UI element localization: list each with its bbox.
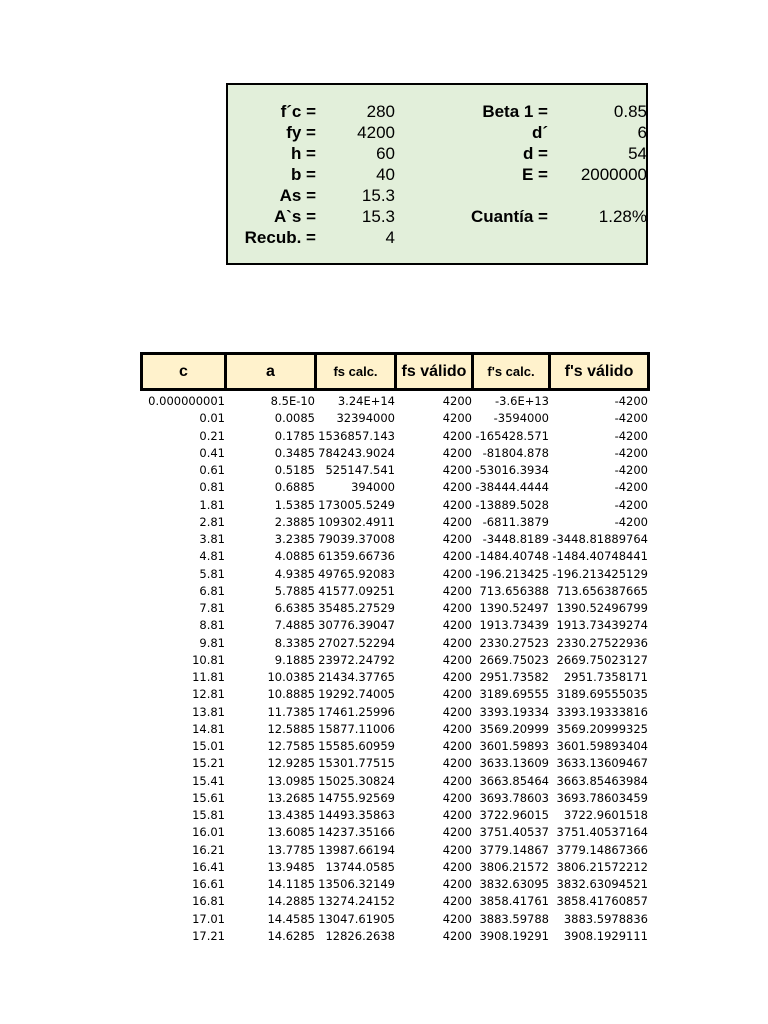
table-row (140, 652, 650, 669)
table-cell: 784243.9024 (318, 445, 395, 460)
table-cell: 394000 (351, 480, 395, 495)
table-row (140, 583, 650, 600)
param-label: Beta 1 = (482, 102, 548, 121)
table-cell: 10.81 (192, 652, 225, 667)
table-cell: -81804.878 (482, 445, 549, 460)
table-cell: 4200 (442, 635, 472, 650)
table-cell: 1390.52497 (479, 601, 549, 615)
table-cell: 2330.27523 (479, 635, 549, 650)
table-row (140, 393, 650, 410)
table-row (140, 617, 650, 634)
table-cell: 3569.20999325 (556, 721, 648, 736)
table-cell: 0.0085 (274, 411, 315, 426)
table-cell: 0.61 (199, 463, 225, 477)
table-cell: 1.81 (199, 497, 225, 512)
table-cell: 3908.1929111 (563, 928, 648, 943)
param-value: 15.3 (361, 186, 395, 205)
table-row (140, 807, 650, 824)
table-cell: 13.7785 (267, 842, 315, 857)
table-cell: 4200 (442, 532, 472, 546)
table-cell: 17.21 (192, 928, 225, 943)
table-cell: 23972.24792 (318, 652, 395, 667)
table-row (140, 755, 650, 772)
table-cell: 10.0385 (267, 670, 315, 684)
table-cell: 3633.13609 (479, 756, 549, 771)
table-cell: 17.01 (192, 911, 225, 926)
table-cell: -4200 (614, 497, 648, 512)
table-cell: 16.01 (192, 825, 225, 840)
table-row (140, 911, 650, 928)
table-cell: 12.5885 (267, 721, 315, 736)
table-cell: 4200 (442, 877, 472, 891)
table-cell: 4200 (442, 601, 472, 615)
table-cell: 9.1885 (274, 652, 315, 667)
table-cell: 27027.52294 (318, 635, 395, 650)
table-cell: -196.213425 (475, 566, 549, 581)
table-cell: 17461.25996 (318, 704, 395, 719)
table-cell: 3.81 (199, 532, 225, 546)
table-cell: 4200 (442, 894, 472, 909)
table-cell: 3601.59893 (479, 739, 549, 753)
table-cell: -38444.4444 (475, 480, 549, 495)
table-cell: 4200 (442, 790, 472, 805)
table-cell: 4200 (442, 773, 472, 788)
column-header: fs válido (397, 352, 474, 391)
table-row (140, 600, 650, 617)
table-cell: 15.01 (192, 739, 225, 753)
table-cell: 13987.66194 (318, 842, 395, 857)
table-cell: 0.21 (199, 428, 225, 443)
param-label: f´c = (280, 102, 316, 121)
table-cell: -3448.8189 (482, 532, 549, 546)
param-label: Recub. = (244, 228, 316, 247)
param-label: h = (290, 144, 316, 163)
table-cell: 3722.9601518 (563, 808, 648, 822)
table-cell: 32394000 (336, 411, 395, 426)
table-cell: 713.656387665 (556, 583, 648, 598)
table-row (140, 859, 650, 876)
param-label: d´ (531, 123, 548, 142)
table-cell: 13.4385 (267, 808, 315, 822)
table-cell: 4200 (442, 618, 472, 633)
table-cell: 13.9485 (267, 859, 315, 874)
table-cell: 11.81 (192, 670, 225, 684)
table-cell: -4200 (614, 445, 648, 460)
param-value: 54 (628, 144, 647, 163)
param-label: b = (290, 165, 316, 184)
table-cell: 11.7385 (267, 704, 315, 719)
table-cell: 16.81 (192, 894, 225, 909)
table-cell: 13274.24152 (318, 894, 395, 909)
table-cell: 35485.27529 (318, 601, 395, 615)
table-cell: 3751.40537 (479, 825, 549, 840)
table-cell: 3.2385 (274, 532, 315, 546)
param-label: fy = (286, 123, 316, 142)
param-value: 4200 (357, 123, 395, 142)
table-cell: 4200 (442, 859, 472, 874)
table-cell: 16.41 (192, 859, 225, 874)
table-row (140, 531, 650, 548)
table-cell: 15585.60959 (318, 739, 395, 753)
table-cell: 13506.32149 (318, 877, 395, 891)
table-cell: 4200 (442, 566, 472, 581)
table-cell: 8.5E-10 (270, 394, 315, 408)
table-cell: 49765.92083 (318, 566, 395, 581)
table-cell: 61359.66736 (318, 549, 395, 564)
param-value: 2000000 (580, 165, 647, 184)
table-row (140, 566, 650, 583)
table-cell: 14.4585 (267, 911, 315, 926)
table-cell: 13.0985 (267, 773, 315, 788)
table-cell: -4200 (614, 394, 648, 408)
table-cell: 16.21 (192, 842, 225, 857)
param-value: 15.3 (361, 207, 395, 226)
table-row (140, 514, 650, 531)
table-cell: 3751.40537164 (556, 825, 648, 840)
table-cell: -4200 (614, 514, 648, 529)
table-row (140, 479, 650, 496)
table-cell: 6.6385 (274, 601, 315, 615)
table-row (140, 893, 650, 910)
table-cell: 15.21 (192, 756, 225, 771)
param-value: 40 (376, 165, 395, 184)
table-cell: 4.0885 (274, 549, 315, 564)
param-value: 0.85 (613, 102, 647, 121)
table-row (140, 704, 650, 721)
table-cell: -4200 (614, 428, 648, 443)
table-cell: 3883.59788 (479, 911, 549, 926)
table-cell: 3.24E+14 (337, 394, 395, 408)
param-label: As = (279, 186, 316, 205)
column-header: fs calc. (317, 352, 397, 391)
table-cell: 15877.11006 (318, 721, 395, 736)
table-cell: 4.81 (199, 549, 225, 564)
table-row (140, 928, 650, 945)
table-cell: 1536857.143 (318, 428, 395, 443)
table-cell: 0.01 (199, 411, 225, 426)
table-cell: 2951.73582 (479, 670, 549, 684)
param-value: 280 (366, 102, 395, 121)
table-cell: 15301.77515 (318, 756, 395, 771)
table-cell: 4200 (442, 808, 472, 822)
table-cell: 5.7885 (274, 583, 315, 598)
table-cell: 13.2685 (267, 790, 315, 805)
table-cell: 1.5385 (274, 497, 315, 512)
param-value: 4 (385, 228, 395, 247)
table-cell: 2.3885 (274, 514, 315, 529)
table-cell: 15.41 (192, 773, 225, 788)
param-value: 1.28% (598, 207, 647, 226)
table-cell: 1390.52496799 (556, 601, 648, 615)
param-label: A`s = (273, 207, 316, 226)
param-label: d = (522, 144, 548, 163)
table-cell: 12.81 (192, 687, 225, 702)
table-cell: 14.1185 (267, 877, 315, 891)
table-cell: 3779.14867 (479, 842, 549, 857)
table-cell: 15025.30824 (318, 773, 395, 788)
table-cell: 12.9285 (267, 756, 315, 771)
table-row (140, 842, 650, 859)
table-cell: 4200 (442, 842, 472, 857)
table-cell: 3663.85464 (479, 773, 549, 788)
table-cell: 4.9385 (274, 566, 315, 581)
table-body (140, 393, 650, 945)
table-cell: -3448.81889764 (552, 532, 648, 546)
table-cell: 4200 (442, 670, 472, 684)
table-cell: 3189.69555 (479, 687, 549, 702)
table-cell: 30776.39047 (318, 618, 395, 633)
table-cell: 1913.73439274 (556, 618, 648, 633)
table-cell: 4200 (442, 756, 472, 771)
table-cell: -165428.571 (475, 428, 549, 443)
table-cell: 4200 (442, 704, 472, 719)
param-label: E = (522, 165, 548, 184)
table-cell: -13889.5028 (475, 497, 549, 512)
table-cell: -1484.40748 (475, 549, 549, 564)
param-label: Cuantía = (471, 207, 548, 226)
table-cell: -3594000 (493, 411, 549, 426)
table-cell: 4200 (442, 911, 472, 926)
table-cell: 3722.96015 (479, 808, 549, 822)
table-row (140, 548, 650, 565)
table-cell: 4200 (442, 739, 472, 753)
table-cell: 3858.41761 (479, 894, 549, 909)
table-cell: 79039.37008 (318, 532, 395, 546)
table-cell: 0.41 (199, 445, 225, 460)
table-cell: -4200 (614, 463, 648, 477)
table-cell: 173005.5249 (318, 497, 395, 512)
column-header: c (140, 352, 227, 391)
table-cell: 525147.541 (325, 463, 395, 477)
table-cell: 4200 (442, 549, 472, 564)
table-cell: 3569.20999 (479, 721, 549, 736)
table-cell: 3693.78603459 (556, 790, 648, 805)
table-cell: 6.81 (199, 583, 225, 598)
table-cell: 13.6085 (267, 825, 315, 840)
table-row (140, 428, 650, 445)
table-cell: 4200 (442, 497, 472, 512)
param-value: 60 (376, 144, 395, 163)
table-cell: -4200 (614, 411, 648, 426)
table-cell: 12.7585 (267, 739, 315, 753)
table-cell: 2330.27522936 (556, 635, 648, 650)
table-row (140, 790, 650, 807)
table-cell: 3806.21572 (479, 859, 549, 874)
table-row (140, 669, 650, 686)
table-cell: -6811.3879 (482, 514, 549, 529)
table-cell: 13.81 (192, 704, 225, 719)
table-row (140, 721, 650, 738)
table-cell: 8.81 (199, 618, 225, 633)
table-cell: 14.6285 (267, 928, 315, 943)
table-cell: 4200 (442, 445, 472, 460)
table-cell: 4200 (442, 583, 472, 598)
table-cell: 15.61 (192, 790, 225, 805)
table-cell: 3663.85463984 (556, 773, 648, 788)
table-cell: 4200 (442, 928, 472, 943)
table-cell: 7.81 (199, 601, 225, 615)
table-cell: 3393.19334 (479, 704, 549, 719)
table-cell: 14493.35863 (318, 808, 395, 822)
table-cell: -4200 (614, 480, 648, 495)
table-cell: 8.3385 (274, 635, 315, 650)
table-cell: -3.6E+13 (495, 394, 549, 408)
table-cell: 0.6885 (274, 480, 315, 495)
table-cell: 2669.75023 (479, 652, 549, 667)
table-cell: 14755.92569 (318, 790, 395, 805)
table-cell: -196.213425129 (552, 566, 648, 581)
table-cell: 4200 (442, 394, 472, 408)
table-cell: 14.81 (192, 721, 225, 736)
table-cell: 0.3485 (274, 445, 315, 460)
table-cell: 4200 (442, 687, 472, 702)
table-cell: 3693.78603 (479, 790, 549, 805)
table-cell: -53016.3934 (475, 463, 549, 477)
table-cell: 4200 (442, 411, 472, 426)
param-value: 6 (637, 123, 647, 142)
table-cell: -1484.40748441 (552, 549, 648, 564)
table-cell: 10.8885 (267, 687, 315, 702)
table-cell: 4200 (442, 480, 472, 495)
table-cell: 4200 (442, 463, 472, 477)
table-row (140, 686, 650, 703)
table-cell: 19292.74005 (318, 687, 395, 702)
table-row (140, 410, 650, 427)
table-cell: 14237.35166 (318, 825, 395, 840)
table-cell: 2951.7358171 (563, 670, 648, 684)
table-row (140, 738, 650, 755)
table-cell: 4200 (442, 825, 472, 840)
table-cell: 4200 (442, 652, 472, 667)
table-cell: 4200 (442, 514, 472, 529)
table-cell: 3601.59893404 (556, 739, 648, 753)
table-row (140, 497, 650, 514)
table-cell: 4200 (442, 428, 472, 443)
table-cell: 4200 (442, 721, 472, 736)
table-cell: 713.656388 (479, 583, 549, 598)
table-cell: 9.81 (199, 635, 225, 650)
table-cell: 2669.75023127 (556, 652, 648, 667)
table-cell: 7.4885 (274, 618, 315, 633)
table-cell: 3806.21572212 (556, 859, 648, 874)
table-row (140, 462, 650, 479)
table-cell: 21434.37765 (318, 670, 395, 684)
table-cell: 3189.69555035 (556, 687, 648, 702)
table-cell: 12826.2638 (325, 928, 395, 943)
table-cell: 1913.73439 (479, 618, 549, 633)
table-cell: 41577.09251 (318, 583, 395, 598)
table-cell: 0.5185 (274, 463, 315, 477)
table-cell: 13047.61905 (318, 911, 395, 926)
table-cell: 14.2885 (267, 894, 315, 909)
table-cell: 5.81 (199, 566, 225, 581)
table-cell: 3832.63095 (479, 877, 549, 891)
table-row (140, 876, 650, 893)
table-row (140, 824, 650, 841)
table-cell: 13744.0585 (325, 859, 395, 874)
table-cell: 0.000000001 (148, 394, 225, 408)
table-header (140, 352, 650, 391)
table-row (140, 773, 650, 790)
table-cell: 3883.5978836 (563, 911, 648, 926)
table-cell: 3633.13609467 (556, 756, 648, 771)
table-cell: 3779.14867366 (556, 842, 648, 857)
table-cell: 3393.19333816 (556, 704, 648, 719)
table-cell: 3908.19291 (479, 928, 549, 943)
table-row (140, 635, 650, 652)
column-header: f's válido (551, 352, 650, 391)
table-cell: 15.81 (192, 808, 225, 822)
column-header: a (227, 352, 317, 391)
table-cell: 2.81 (199, 514, 225, 529)
table-cell: 0.1785 (274, 428, 315, 443)
table-cell: 3832.63094521 (556, 877, 648, 891)
table-cell: 0.81 (199, 480, 225, 495)
table-cell: 3858.41760857 (556, 894, 648, 909)
table-cell: 109302.4911 (318, 514, 395, 529)
table-cell: 16.61 (192, 877, 225, 891)
column-header: f's calc. (474, 352, 551, 391)
table-row (140, 445, 650, 462)
